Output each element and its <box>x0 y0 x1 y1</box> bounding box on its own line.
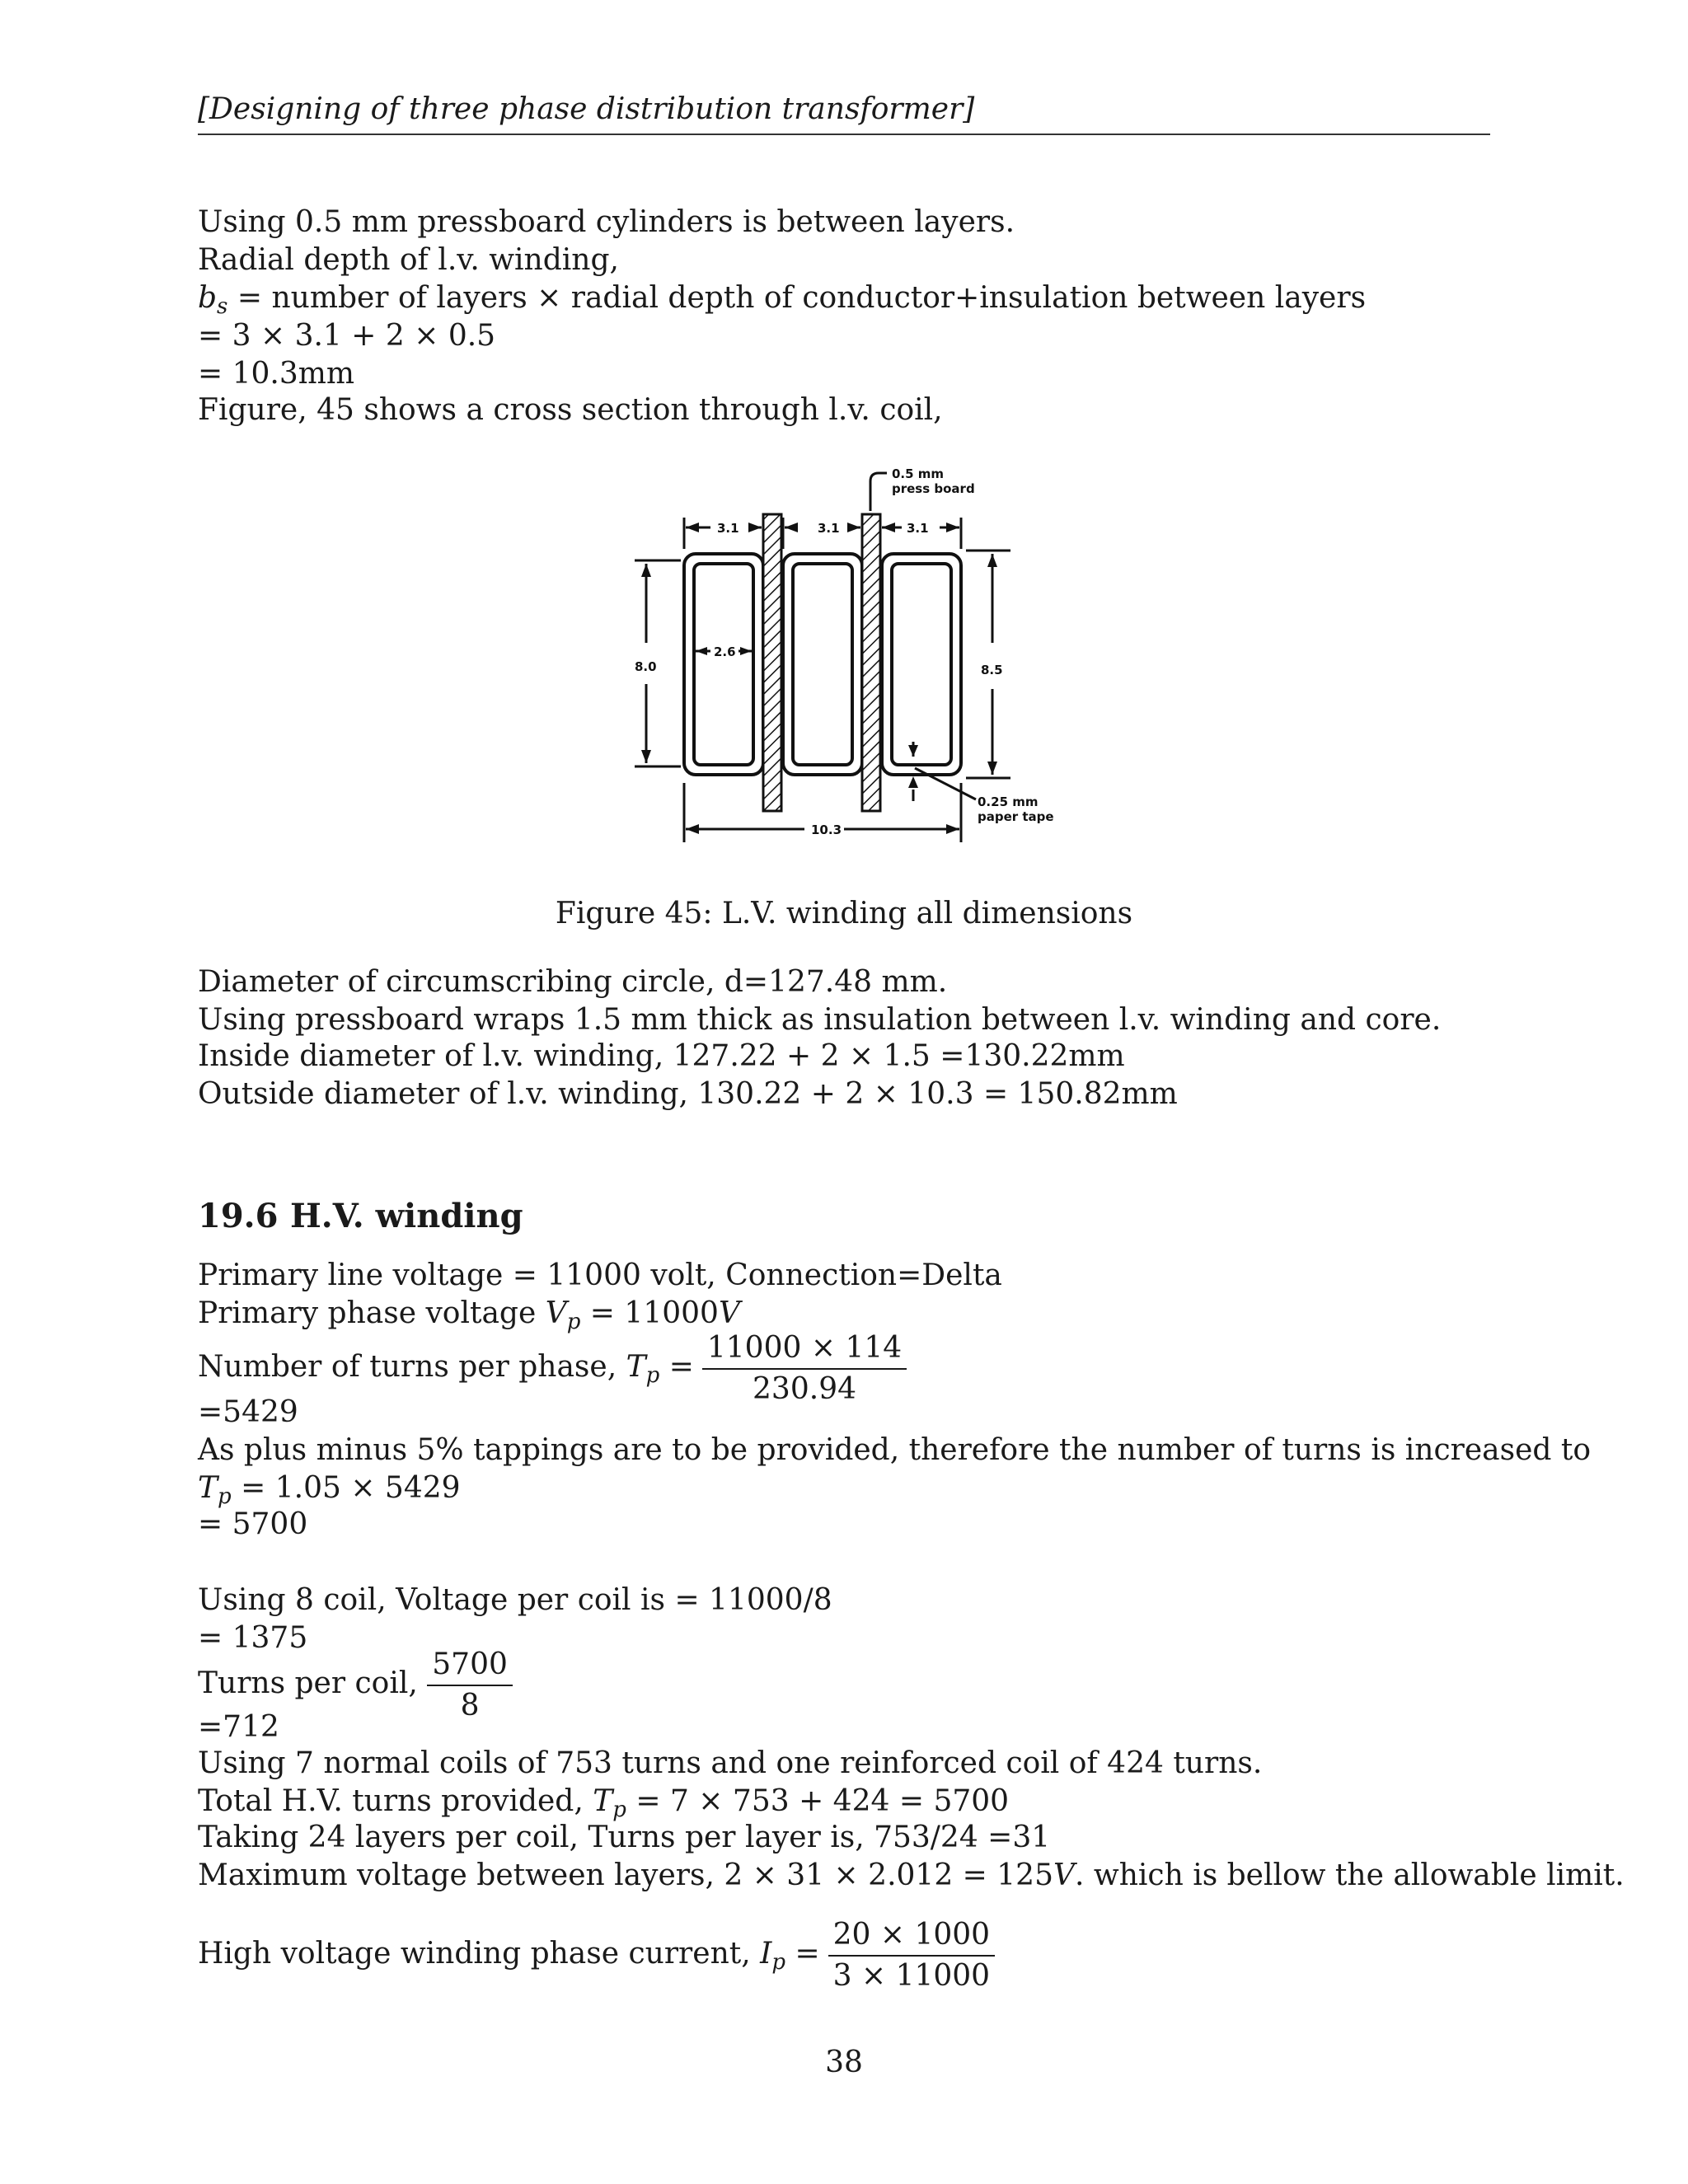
page-number: 38 <box>825 2046 863 2079</box>
text-line: =712 <box>198 1710 279 1744</box>
label-pressboard: 0.5 mm <box>892 466 945 481</box>
text-line: Inside diameter of l.v. winding, 127.22 + 2 × 1.5 =130.22mm <box>198 1039 1125 1073</box>
fraction-denominator: 8 <box>460 1689 480 1722</box>
text-line <box>198 1858 1625 1894</box>
text-line: Radial depth of l.v. winding, <box>198 243 619 277</box>
fraction <box>427 1645 513 1726</box>
math-subscript: s <box>217 294 228 319</box>
text-line: Using 0.5 mm pressboard cylinders is between layers. <box>198 205 1015 239</box>
conductor-3 <box>882 554 961 775</box>
text-span: = number of layers × radial depth of conductor+insulation between layers <box>227 281 1367 315</box>
text-line: = 1375 <box>198 1621 308 1655</box>
text-span: . which is bellow the allowable limit. <box>1075 1858 1625 1892</box>
label-pressboard-2: press board <box>892 481 975 496</box>
text-line: = 3 × 3.1 + 2 × 0.5 <box>198 319 496 353</box>
label-height-left: 8.0 <box>635 659 657 674</box>
equation-line <box>198 1915 995 1996</box>
text-line: Outside diameter of l.v. winding, 130.22 + 2 × 10.3 = 150.82mm <box>198 1077 1178 1111</box>
text-line: Using 7 normal coils of 753 turns and one reinforced coil of 424 turns. <box>198 1746 1263 1780</box>
text-line: Taking 24 layers per coil, Turns per layer is, 753/24 =31 <box>198 1821 1051 1854</box>
fraction <box>702 1329 907 1409</box>
math-subscript: p <box>612 1797 626 1822</box>
math-var: I <box>760 1937 772 1971</box>
fraction-numerator: 11000 × 114 <box>702 1329 907 1370</box>
equation-line <box>198 1329 907 1409</box>
fraction <box>828 1915 995 1996</box>
conductor-2 <box>783 554 862 775</box>
math-subscript: p <box>771 1950 785 1975</box>
text-span: Number of turns per phase, <box>198 1350 626 1384</box>
text-line: Primary line voltage = 11000 volt, Connection=Delta <box>198 1258 1002 1292</box>
fraction-denominator: 230.94 <box>753 1372 856 1406</box>
section-title: H.V. winding <box>290 1197 523 1235</box>
text-line: = 10.3mm <box>198 357 355 391</box>
conductor-1 <box>684 554 763 775</box>
text-span: = 11000 <box>580 1296 719 1330</box>
math-unit: V <box>1053 1858 1075 1892</box>
fraction-numerator: 5700 <box>427 1645 513 1686</box>
text-span: Turns per coil, <box>198 1666 428 1700</box>
label-width-3: 3.1 <box>907 521 929 536</box>
text-span: Maximum voltage between layers, 2 × 31 × 2.012 = 125 <box>198 1858 1053 1892</box>
text-line: Using 8 coil, Voltage per coil is = 11000/8 <box>198 1583 832 1617</box>
label-total-width: 10.3 <box>811 823 842 837</box>
section-number: 19.6 <box>198 1197 279 1235</box>
label-inner-width: 2.6 <box>714 644 736 659</box>
fraction-denominator: 3 × 11000 <box>832 1959 991 1993</box>
math-subscript: p <box>645 1363 660 1388</box>
text-line: As plus minus 5% tappings are to be provided, therefore the number of turns is increased to <box>198 1433 1592 1467</box>
label-tape: 0.25 mm <box>978 794 1039 809</box>
label-height-right: 8.5 <box>981 663 1003 677</box>
section-heading <box>198 1197 523 1235</box>
text-line: =5429 <box>198 1395 298 1429</box>
pressboard-1 <box>763 514 781 811</box>
math-var: b <box>198 281 218 315</box>
text-span: High voltage winding phase current, <box>198 1937 761 1971</box>
math-var: T <box>593 1784 613 1818</box>
math-var: V <box>545 1296 567 1330</box>
math-var: T <box>198 1471 218 1505</box>
text-line: Diameter of circumscribing circle, d=127.48 mm. <box>198 965 948 999</box>
text-line: = 5700 <box>198 1507 308 1541</box>
text-span: = <box>785 1937 820 1971</box>
lv-winding-figure <box>0 0 1688 874</box>
text-span: Primary phase voltage <box>198 1296 546 1330</box>
math-subscript: p <box>566 1310 581 1334</box>
text-span: = 7 × 753 + 424 = 5700 <box>626 1784 1010 1818</box>
text-span: = <box>659 1350 694 1384</box>
math-var: T <box>626 1350 646 1384</box>
label-tape-2: paper tape <box>978 809 1054 824</box>
fraction-numerator: 20 × 1000 <box>828 1915 995 1957</box>
text-line: Figure, 45 shows a cross section through l.v. coil, <box>198 393 943 427</box>
text-line: Using pressboard wraps 1.5 mm thick as insulation between l.v. winding and core. <box>198 1003 1442 1037</box>
label-width-1: 3.1 <box>717 521 739 536</box>
pressboard-2 <box>862 514 880 811</box>
running-header: [Designing of three phase distribution transformer] <box>198 92 975 126</box>
text-span: = 1.05 × 5429 <box>231 1471 461 1505</box>
text-span: Total H.V. turns provided, <box>198 1784 593 1818</box>
math-unit: V <box>718 1296 740 1330</box>
label-width-2: 3.1 <box>818 521 840 536</box>
math-subscript: p <box>218 1484 232 1509</box>
figure-caption: Figure 45: L.V. winding all dimensions <box>555 897 1133 930</box>
